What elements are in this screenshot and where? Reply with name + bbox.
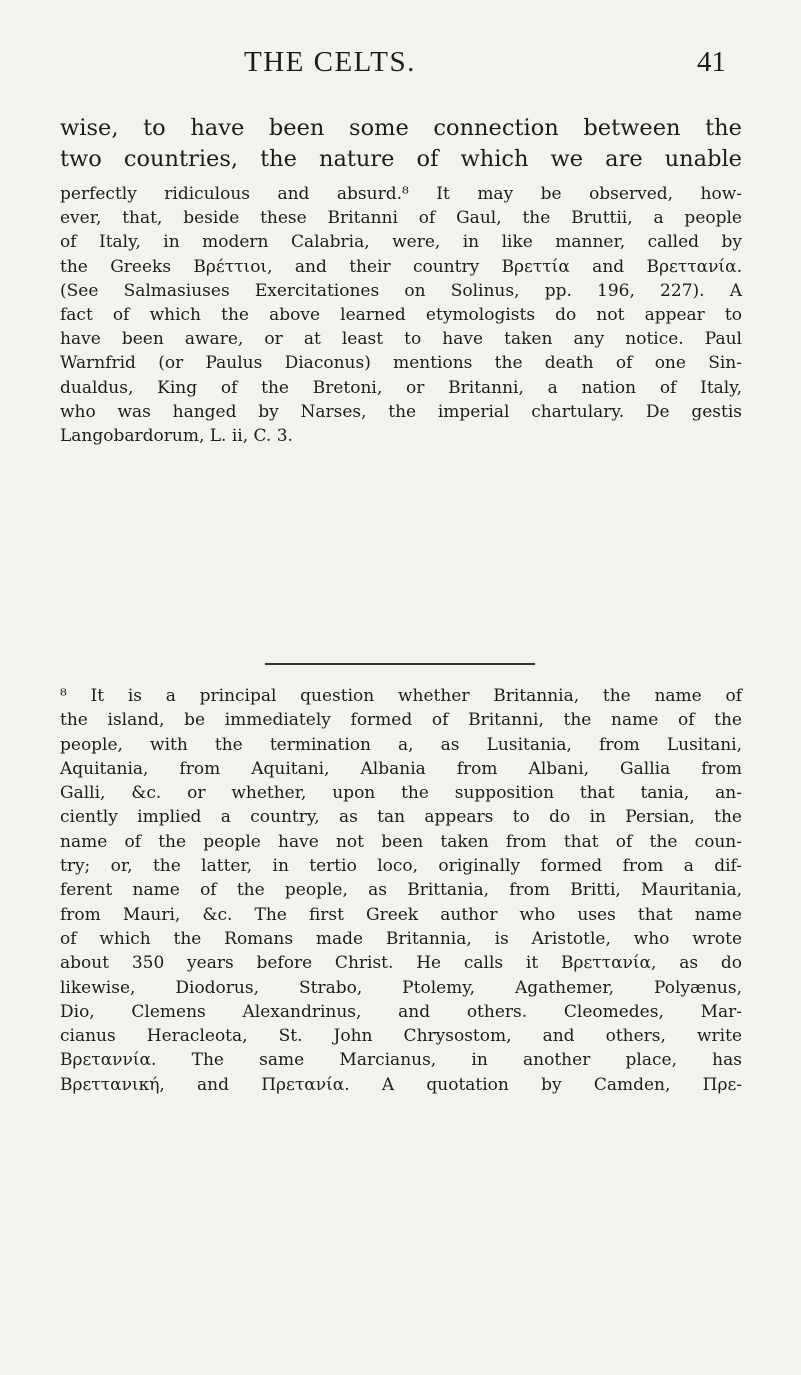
footnote-line: try; or, the latter, in tertio loco, originally formed from a dif- <box>60 856 742 877</box>
footnote-line: about 350 years before Christ. He calls it Βρεττανία, as do <box>60 953 742 974</box>
running-header <box>0 46 801 86</box>
footnote-line: name of the people have not been taken from that of the coun- <box>60 831 742 852</box>
page-number: 41 <box>697 46 726 78</box>
lead-paragraph <box>60 113 742 175</box>
footnote-line: cianus Heracleota, St. John Chrysostom, and others, write <box>60 1026 742 1047</box>
footnote-line: ciently implied a country, as tan appears to do in Persian, the <box>60 807 742 828</box>
footnote-line: likewise, Diodorus, Strabo, Ptolemy, Agathemer, Polyænus, <box>60 977 742 998</box>
text-line: dualdus, King of the Bretoni, or Britanni, a nation of Italy, <box>60 377 742 398</box>
footnote <box>60 684 742 1097</box>
footnote-line: Dio, Clemens Alexandrinus, and others. Cleomedes, Mar- <box>60 1001 742 1022</box>
footnote-line: Galli, &c. or whether, upon the supposition that tania, an- <box>60 783 742 804</box>
footnote-line: Βρεταννία. The same Marcianus, in another place, has <box>60 1050 742 1071</box>
text-line: ever, that, beside these Britanni of Gaul, the Bruttii, a people <box>60 208 742 229</box>
footnote-line: Aquitania, from Aquitani, Albania from Albani, Gallia from <box>60 758 742 779</box>
text-line: two countries, the nature of which we are unable <box>60 146 742 172</box>
footnote-line: ⁸ It is a principal question whether Britannia, the name of <box>60 686 742 706</box>
footnote-line: people, with the termination a, as Lusitania, from Lusitani, <box>60 734 742 755</box>
text-line: who was hanged by Narses, the imperial chartulary. De gestis <box>60 401 742 422</box>
footnote-divider <box>265 663 535 665</box>
text-line: (See Salmasiuses Exercitationes on Solinus, pp. 196, 227). A <box>60 280 742 301</box>
footnote-line: Βρεττανική, and Πρετανία. A quotation by Camden, Πρε- <box>60 1074 742 1095</box>
text-line: wise, to have been some connection between the <box>60 115 742 141</box>
running-title: THE CELTS. <box>244 46 416 78</box>
footnote-line: the island, be immediately formed of Britanni, the name of the <box>60 710 742 731</box>
footnote-line: from Mauri, &c. The first Greek author who uses that name <box>60 904 742 925</box>
body-paragraph <box>60 182 742 448</box>
footnote-line: ferent name of the people, as Brittania, from Britti, Mauritania, <box>60 880 742 901</box>
text-line: have been aware, or at least to have taken any notice. Paul <box>60 329 742 350</box>
text-line: Warnfrid (or Paulus Diaconus) mentions the death of one Sin- <box>60 353 742 374</box>
footnote-line: of which the Romans made Britannia, is Aristotle, who wrote <box>60 928 742 949</box>
text-line: the Greeks Βρέττιοι, and their country Βρεττία and Βρεττανία. <box>60 256 742 277</box>
text-line: of Italy, in modern Calabria, were, in like manner, called by <box>60 232 742 253</box>
text-line: fact of which the above learned etymologists do not appear to <box>60 304 742 325</box>
text-line: perfectly ridiculous and absurd.⁸ It may be observed, how- <box>60 184 742 204</box>
text-line: Langobardorum, L. ii, C. 3. <box>60 425 293 446</box>
